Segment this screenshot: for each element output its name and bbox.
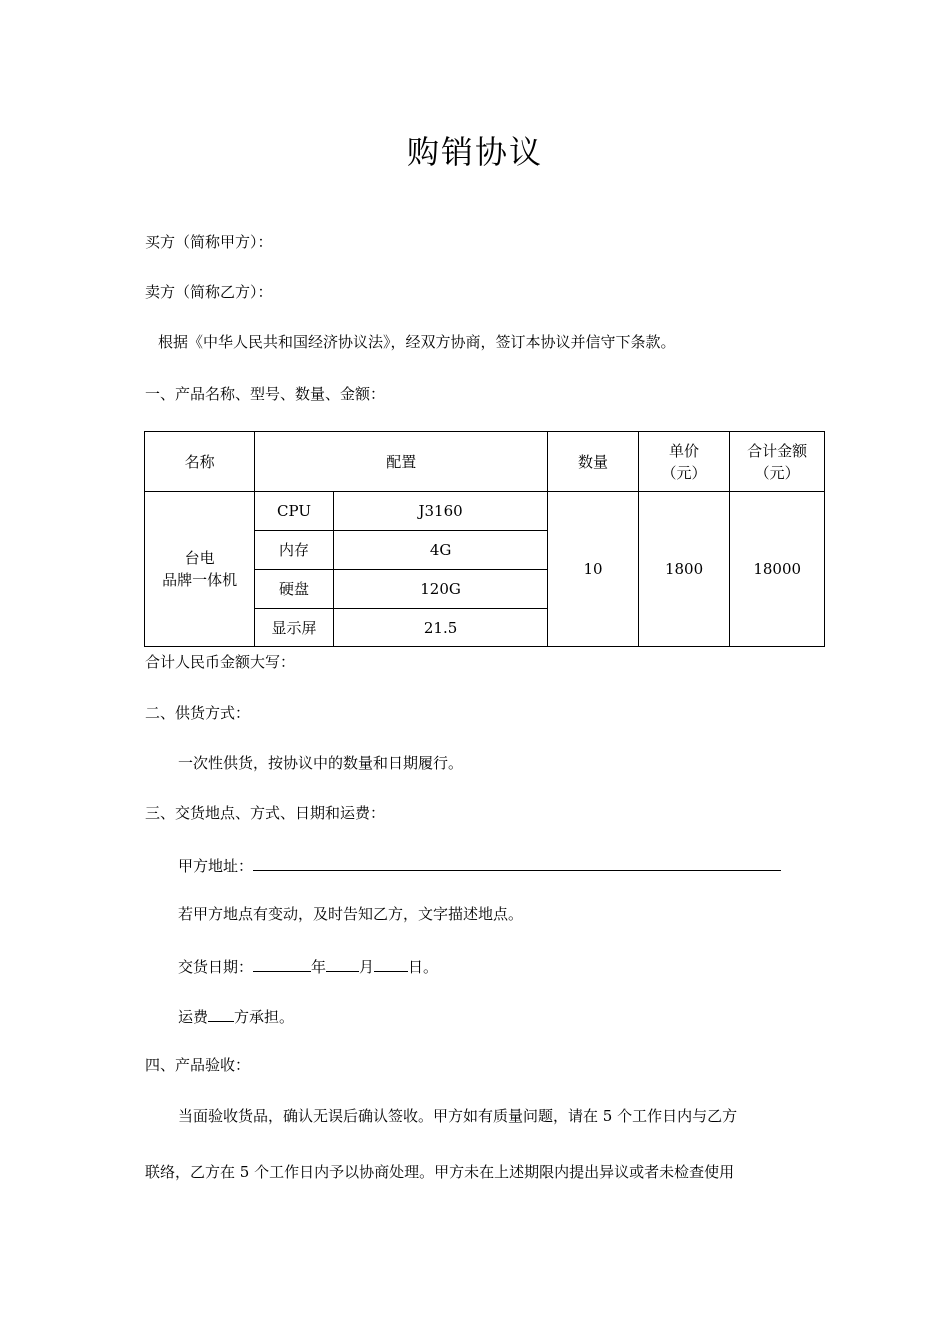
year-blank [253, 954, 311, 972]
product-table [144, 431, 825, 647]
address-line [178, 853, 781, 877]
delivery-date-label: 交货日期： [178, 958, 254, 976]
header-total-line2: （元） [754, 463, 800, 482]
product-name-line1: 台电 [184, 549, 215, 567]
delivery-date-line [178, 954, 438, 978]
header-unit-price [638, 432, 730, 492]
header-qty: 数量 [548, 432, 638, 492]
month-label: 月 [359, 958, 375, 976]
address-label: 甲方地址： [178, 857, 254, 875]
header-config: 配置 [255, 432, 548, 492]
table-row [145, 492, 825, 531]
config-key: 硬盘 [255, 570, 334, 609]
section-2-body: 一次性供货，按协议中的数量和日期履行。 [178, 754, 464, 772]
day-blank [374, 954, 408, 972]
config-value: J3160 [333, 492, 548, 531]
buyer-line: 买方（简称甲方）： [145, 233, 273, 251]
month-blank [326, 954, 359, 972]
address-change-note: 若甲方地点有变动，及时告知乙方，文字描述地点。 [178, 905, 524, 923]
day-label: 日。 [408, 958, 439, 976]
product-name-line2: 品牌一体机 [162, 571, 238, 589]
section-1-heading: 一、产品名称、型号、数量、金额： [145, 385, 386, 403]
address-blank [253, 853, 781, 871]
config-key: 内存 [255, 531, 334, 570]
total-cell: 18000 [730, 492, 825, 647]
qty-cell: 10 [548, 492, 638, 647]
freight-line [178, 1004, 294, 1028]
config-value: 21.5 [333, 609, 548, 647]
section-2-heading: 二、供货方式： [145, 704, 251, 722]
document-title: 购销协议 [406, 133, 543, 171]
table-header-row [145, 432, 825, 492]
header-unit-price-line2: （元） [661, 463, 707, 482]
total-rmb-label: 合计人民币金额大写： [145, 653, 296, 671]
header-name: 名称 [145, 432, 255, 492]
section-3-heading: 三、交货地点、方式、日期和运费： [145, 804, 386, 822]
freight-label: 运费 [178, 1008, 209, 1026]
config-key: CPU [255, 492, 334, 531]
header-unit-price-line1: 单价 [669, 441, 700, 460]
config-value: 4G [333, 531, 548, 570]
freight-suffix: 方承担。 [234, 1008, 295, 1026]
header-total [730, 432, 825, 492]
product-name-cell [145, 492, 255, 647]
config-key: 显示屏 [255, 609, 334, 647]
freight-blank [208, 1004, 234, 1022]
config-value: 120G [333, 570, 548, 609]
seller-line: 卖方（简称乙方）： [145, 283, 273, 301]
section-4-line2: 联络，乙方在 5 个工作日内予以协商处理。甲方未在上述期限内提出异议或者未检查使用 [145, 1163, 735, 1181]
header-total-line1: 合计金额 [747, 441, 808, 460]
unit-price-cell: 1800 [638, 492, 730, 647]
year-label: 年 [311, 958, 327, 976]
section-4-line1: 当面验收货品，确认无误后确认签收。甲方如有质量问题，请在 5 个工作日内与乙方 [178, 1107, 738, 1125]
section-4-heading: 四、产品验收： [145, 1056, 251, 1074]
intro-paragraph: 根据《中华人民共和国经济协议法》，经双方协商，签订本协议并信守下条款。 [158, 333, 676, 351]
